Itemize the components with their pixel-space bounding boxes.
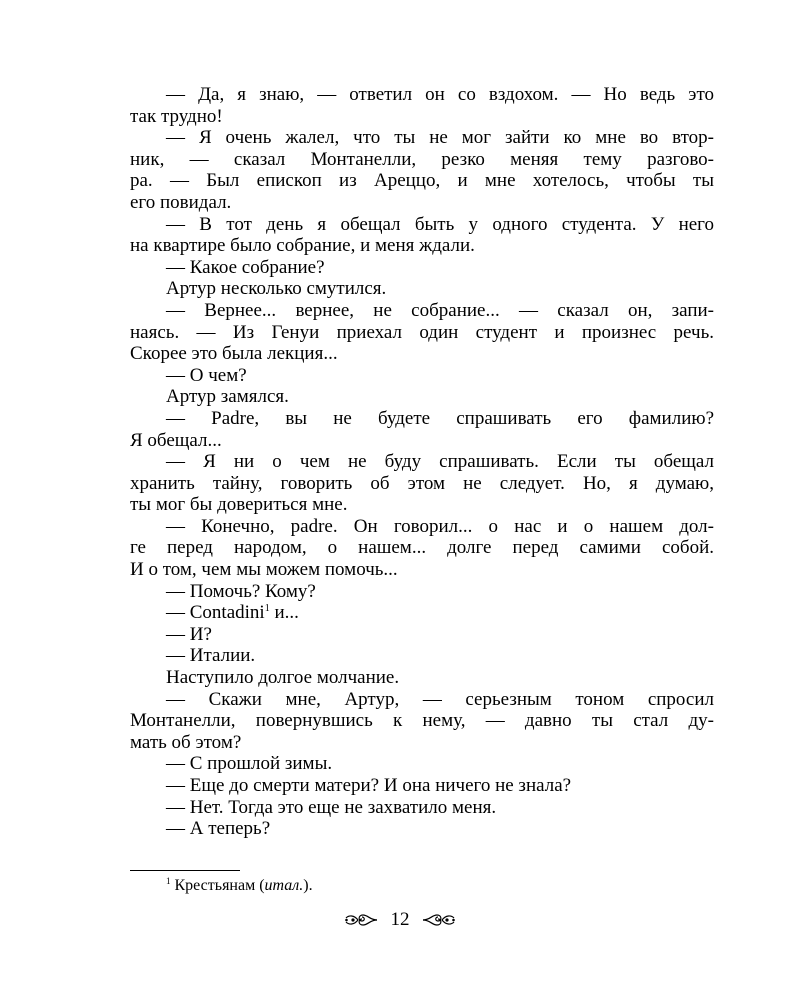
text-line-content: — О чем? [166,364,247,386]
text-line [130,257,714,279]
text-line-content: — В тот день я обещал быть у одного студента. У него [166,213,714,235]
text-line-content: мать об этом? [130,731,242,753]
text-line-content: — Италии. [166,645,256,667]
text-line-content: ра. — Был епископ из Ареццо, и мне хотелось, чтобы ты [130,170,714,192]
text-line-content: на квартире было собрание, и меня ждали. [130,235,475,257]
text-line-content: — Помочь? Кому? [166,580,316,602]
text-line [130,473,714,495]
text-line [130,516,714,538]
body-text [130,84,714,840]
text-line [130,106,714,128]
text-line [130,127,714,149]
text-line [130,645,714,667]
text-line [130,235,714,257]
text-line-content: — А теперь? [166,818,271,840]
text-line-content: Артур замялся. [166,386,289,408]
footnote-marker: 1 [166,876,171,886]
text-line-content: — Contadini [166,602,265,624]
text-line [130,430,714,452]
page-folio [0,908,800,931]
text-line-content: — Скажи мне, Артур, — серьезным тоном спросил [166,688,714,710]
footnote [166,876,313,896]
text-line-content: — Вернее... вернее, не собрание... — сказал он, запи- [166,299,714,321]
text-line-content: — Я очень жалел, что ты не мог зайти ко мне во втор- [166,127,714,149]
text-line-content: его повидал. [130,191,232,213]
text-line-content: ты мог бы довериться мне. [130,494,348,516]
text-line-content: — Да, я знаю, — ответил он со вздохом. — Но ведь это [166,84,714,105]
text-line [130,732,714,754]
text-line [130,624,714,646]
text-line [130,365,714,387]
text-line [130,559,714,581]
footnote-rule [130,870,240,871]
text-line [130,537,714,559]
text-line [130,710,714,732]
text-line [130,797,714,819]
text-line [130,581,714,603]
text-line [130,278,714,300]
text-line-content: — И? [166,623,212,645]
footnote-text-after: ). [303,877,313,894]
text-line [130,689,714,711]
footnote-text-italic: итал. [264,877,304,894]
text-line [130,343,714,365]
text-line [130,602,714,624]
footnote-text-before: Крестьянам ( [170,877,265,894]
text-line-content: Монтанелли, повернувшись к нему, — давно ты стал ду- [130,710,714,732]
text-line [130,214,714,236]
text-line-content: — Какое собрание? [166,256,325,278]
text-line-content: Я обещал... [130,429,222,451]
text-line-content: — Конечно, padre. Он говорил... о нас и о нашем дол- [166,515,714,537]
text-line-content: хранить тайну, говорить об этом не следует. Но, я думаю, [130,472,714,494]
fleuron-left-icon [344,912,378,928]
text-line [130,818,714,840]
text-line [130,300,714,322]
text-line-content: ге перед народом, о нашем... долге перед самими собой. [130,537,714,559]
text-line-content: — Я ни о чем не буду спрашивать. Если ты обещал [166,451,714,473]
text-line [130,192,714,214]
footnote-reference: 1 [264,603,270,615]
text-line [130,667,714,689]
text-line-content: — Нет. Тогда это еще не захватило меня. [166,796,497,818]
text-line [130,494,714,516]
fleuron-right-icon [422,912,456,928]
text-line [130,753,714,775]
text-line [130,170,714,192]
text-line-content: — С прошлой зимы. [166,753,333,775]
text-line [130,149,714,171]
text-line [130,775,714,797]
text-line-content: Наступило долгое молчание. [166,667,400,689]
text-line-content: Скорее это была лекция... [130,343,338,365]
text-line-content: И о том, чем мы можем помочь... [130,559,398,581]
text-line-continuation: и... [269,602,299,624]
text-line-content: Артур несколько смутился. [166,278,387,300]
text-line-content: ник, — сказал Монтанелли, резко меняя тему разгово- [130,148,714,170]
text-line [130,408,714,430]
text-line-content: — Еще до смерти матери? И она ничего не знала? [166,775,572,796]
text-line-content: наясь. — Из Генуи приехал один студент и произнес речь. [130,321,714,343]
text-line [130,84,714,106]
text-line [130,451,714,473]
text-line [130,322,714,344]
text-line-content: так трудно! [130,105,223,127]
page-number: 12 [390,908,410,930]
text-line-content: — Padre, вы не будете спрашивать его фамилию? [166,407,714,429]
text-line [130,386,714,408]
